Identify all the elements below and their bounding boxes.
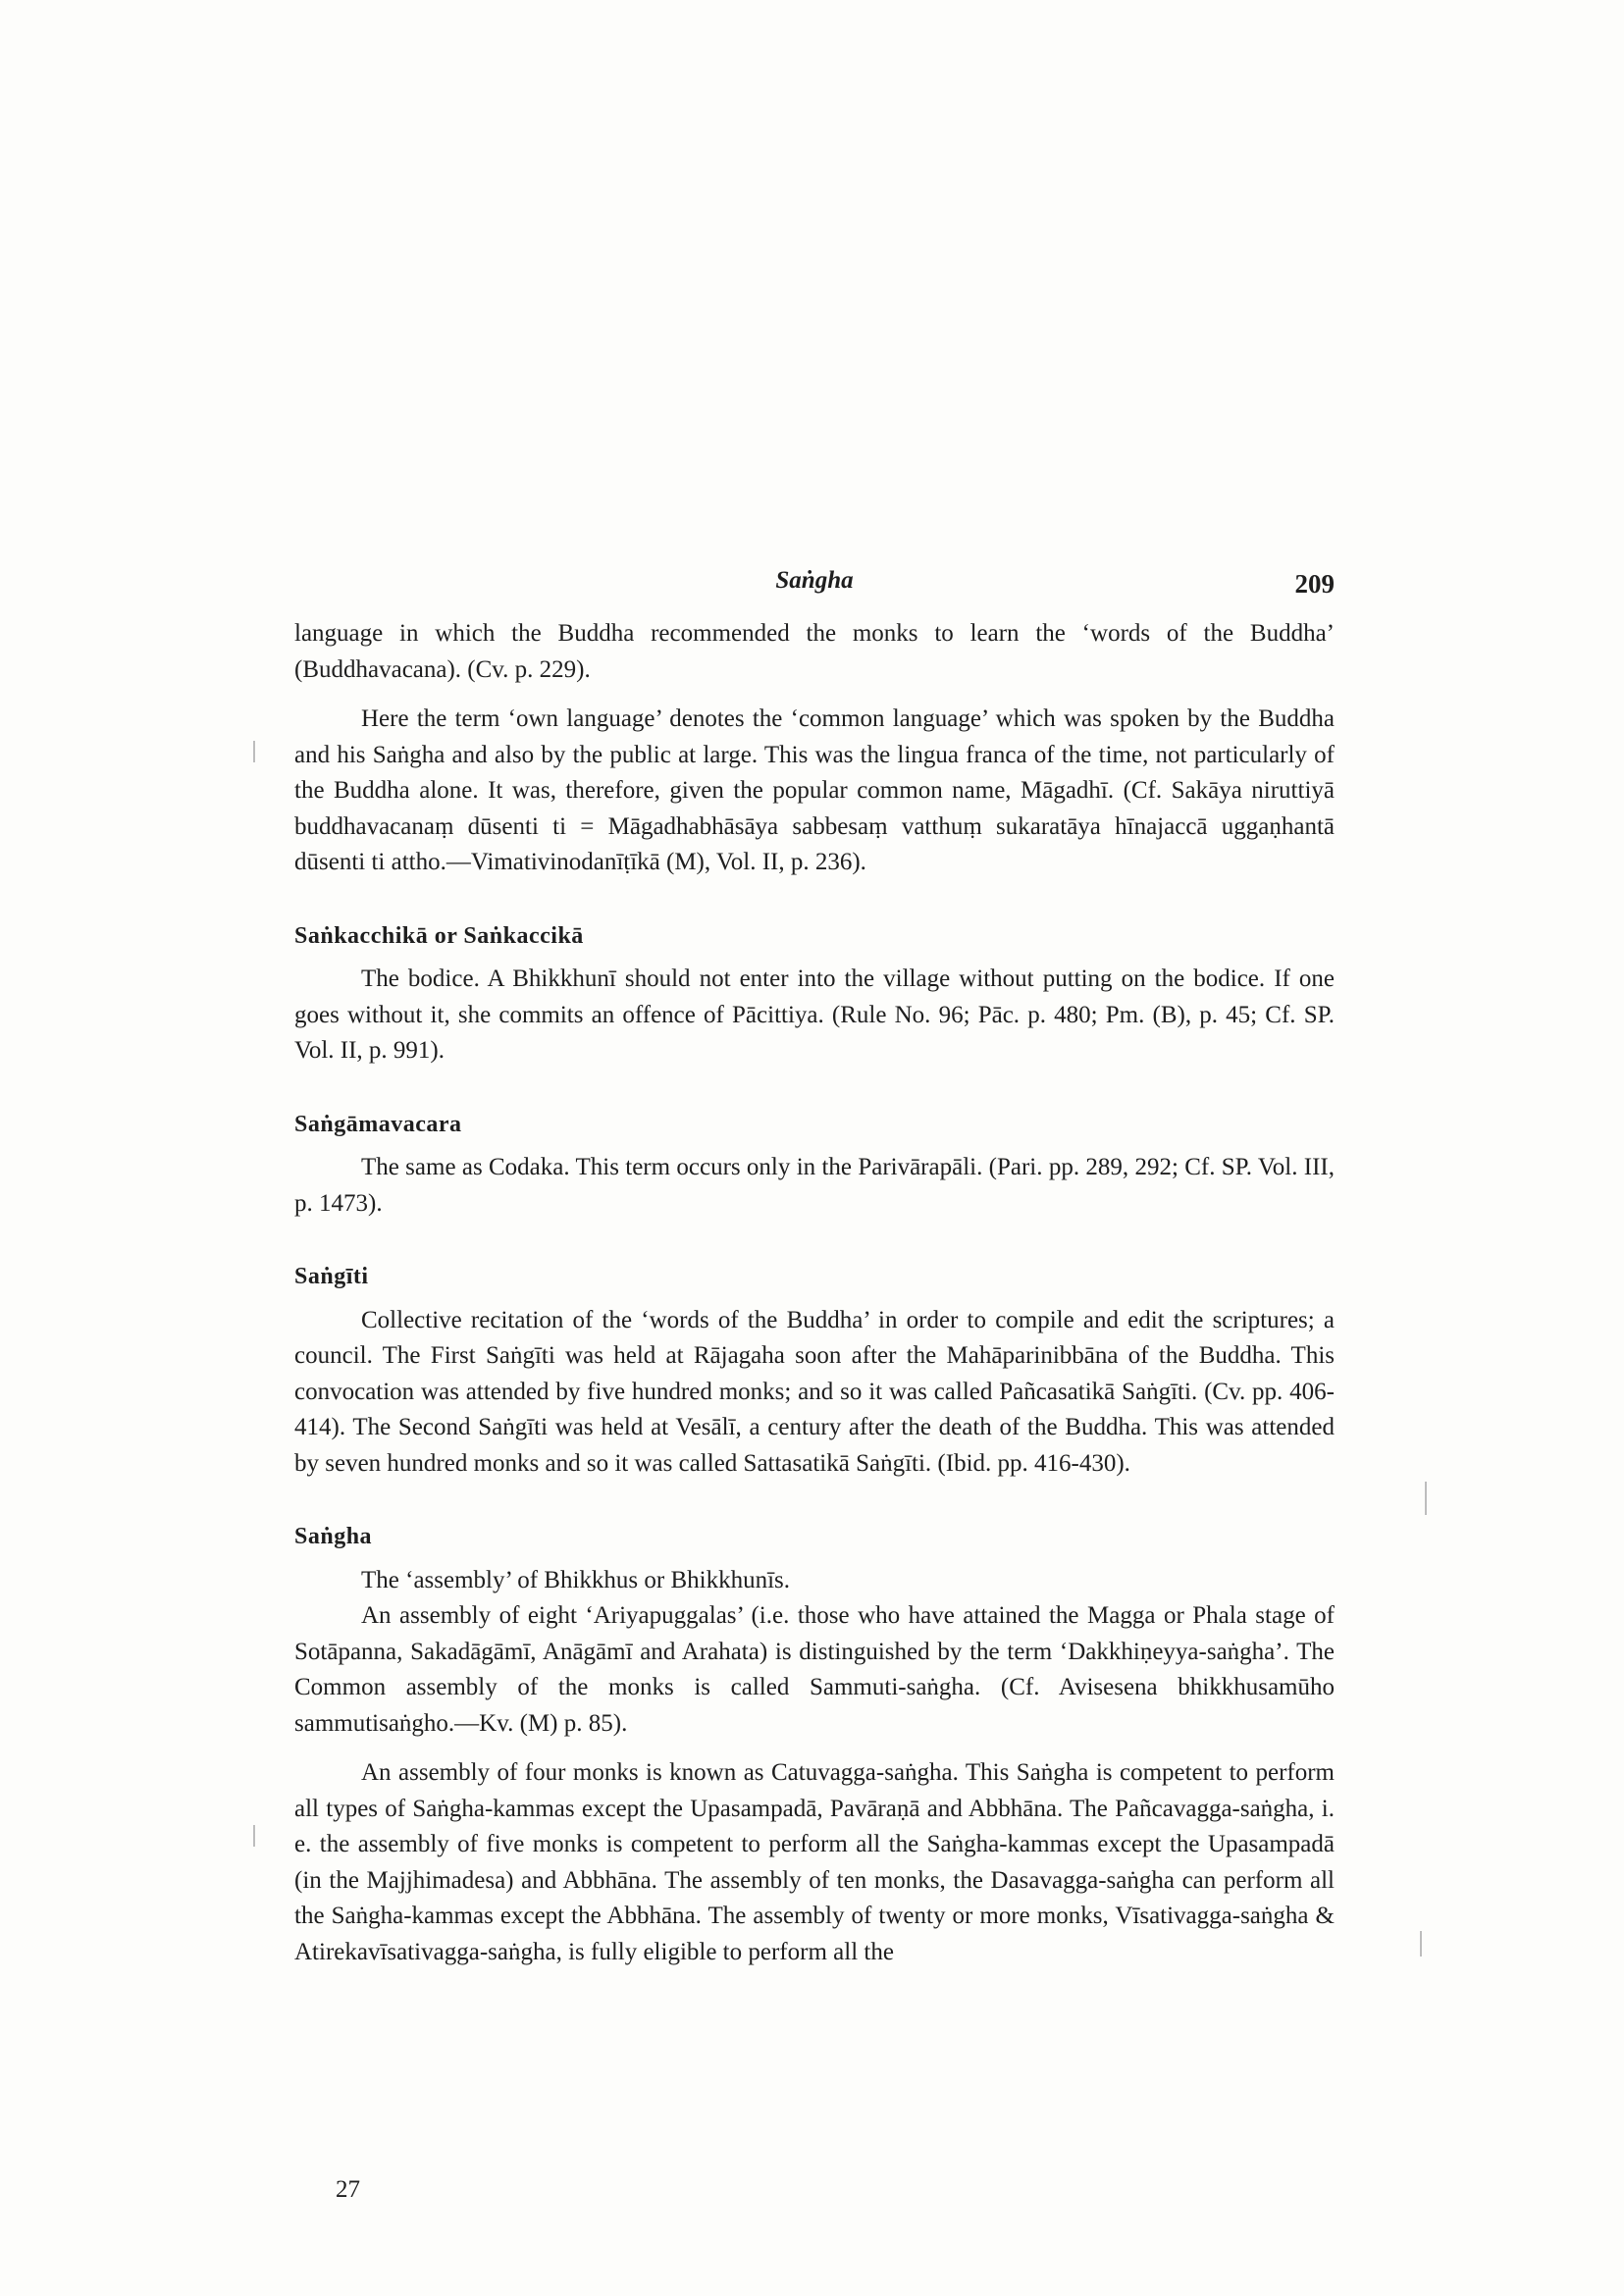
margin-scan-mark	[1425, 1482, 1427, 1515]
paragraph-sangha-ariyapuggala: An assembly of eight ‘Ariyapuggalas’ (i.e. those who have attained the Magga or Phala stage of Sotāpanna, Sakadāgāmī, Anāgāmī and Arahata) is distinguished by the term ‘Dakkhiṇeyya-saṅgha’. The Common assembly of the monks is called Sammuti-saṅgha. (Cf. Avisesena bhikkhusamūho sammutisaṅgho.—Kv. (M) p. 85).	[294, 1602, 1335, 1737]
paragraph-sangiti: Collective recitation of the ‘words of the Buddha’ in order to compile and edit the scriptures; a council. The First Saṅgīti was held at Rājagaha soon after the Mahāparinibbāna of the Buddha. This convocation was attended by five hundred monks; and so it was called Pañcasatikā Saṅgīti. (Cv. pp. 406-414). The Second Saṅgīti was held at Vesālī, a century after the death of the Buddha. This was attended by seven hundred monks and so it was called Sattasatikā Saṅgīti. (Ibid. pp. 416-430).	[294, 1306, 1335, 1477]
entry-heading-sangiti: Saṅgīti	[294, 1264, 369, 1289]
margin-scan-mark	[1420, 1931, 1422, 1957]
entry-heading-sangamavacara: Saṅgāmavacara	[294, 1111, 462, 1137]
margin-scan-mark	[253, 741, 255, 762]
page-number: 209	[1294, 569, 1335, 599]
margin-scan-mark	[253, 1825, 255, 1847]
continued-paragraph: language in which the Buddha recommended the monks to learn the ‘words of the Buddha’ (Buddhavacana). (Cv. p. 229).	[294, 620, 1335, 683]
signature-folio: 27	[336, 2176, 360, 2203]
entry-heading-sangha: Saṅgha	[294, 1524, 373, 1549]
entry-heading-sankacchika: Saṅkacchikā or Saṅkaccikā	[294, 922, 584, 949]
running-title: Saṅgha	[775, 567, 854, 594]
paragraph-own-language: Here the term ‘own language’ denotes the ‘common language’ which was spoken by the Buddha and his Saṅgha and also by the public at large. This was the lingua franca of the time, not particularly of the Buddha alone. It was, therefore, given the popular common name, Māgadhī. (Cf. Sakāya niruttiyā buddhavacanaṃ dūsenti ti = Māgadhabhāsāya sabbesaṃ vatthuṃ sukaratāya hīnajaccā uggaṇhantā dūsenti ti attho.—Vimativinodanīṭīkā (M), Vol. II, p. 236).	[294, 705, 1335, 875]
paragraph-sangamavacara: The same as Codaka. This term occurs only in the Parivārapāli. (Pari. pp. 289, 292; Cf. SP. Vol. III, p. 1473).	[294, 1154, 1335, 1217]
paragraph-sankacchika: The bodice. A Bhikkhunī should not enter into the village without putting on the bodice. If one goes without it, she commits an offence of Pācittiya. (Rule No. 96; Pāc. p. 480; Pm. (B), p. 45; Cf. SP. Vol. II, p. 991).	[294, 965, 1335, 1064]
page-body	[294, 616, 1335, 1970]
paragraph-sangha-vagga: An assembly of four monks is known as Catuvagga-saṅgha. This Saṅgha is competent to perform all types of Saṅgha-kammas except the Upasampadā, Pavāraṇā and Abbhāna. The Pañcavagga-saṅgha, i. e. the assembly of five monks is competent to perform all the Saṅgha-kammas except the Upasampadā (in the Majjhimadesa) and Abbhāna. The assembly of ten monks, the Dasavagga-saṅgha can perform all the Saṅgha-kammas except the Abbhāna. The assembly of twenty or more monks, Vīsativagga-saṅgha & Atirekavīsativagga-saṅgha, is fully eligible to perform all the	[294, 1759, 1335, 1965]
paragraph-sangha-definition: The ‘assembly’ of Bhikkhus or Bhikkhunīs.	[361, 1566, 790, 1593]
running-head	[294, 567, 1335, 606]
